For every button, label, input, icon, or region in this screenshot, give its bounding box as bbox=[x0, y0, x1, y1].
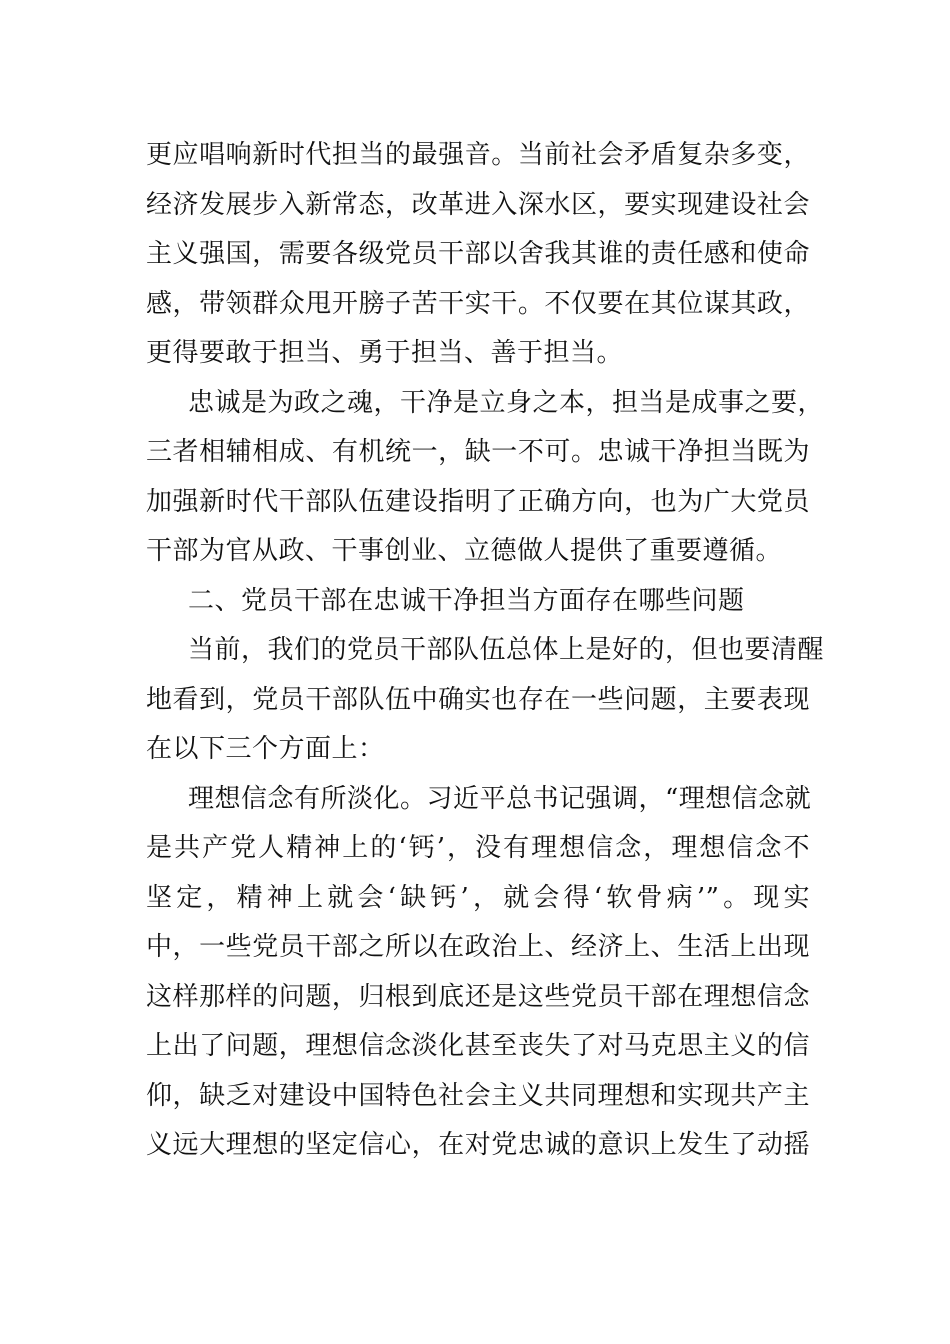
text-line: 坚定，精神上就会‘缺钙’，就会得‘软骨病’”。现实 bbox=[146, 882, 810, 913]
text-line: 是共产党人精神上的‘钙’，没有理想信念，理想信念不 bbox=[146, 833, 810, 863]
text-line: 经济发展步入新常态，改革进入深水区，要实现建设社会 bbox=[146, 189, 810, 220]
text-line: 上出了问题，理想信念淡化甚至丧失了对马克思主义的信 bbox=[146, 1031, 810, 1061]
section-heading: 二、党员干部在忠诚干净担当方面存在哪些问题 bbox=[188, 585, 745, 616]
text-line: 中，一些党员干部之所以在政治上、经济上、生活上出现 bbox=[146, 932, 810, 962]
text-line: 在以下三个方面上： bbox=[146, 734, 385, 764]
text-line: 主义强国，需要各级党员干部以舍我其谁的责任感和使命 bbox=[146, 239, 810, 269]
text-line: 这样那样的问题，归根到底还是这些党员干部在理想信念 bbox=[146, 981, 810, 1012]
text-line: 仰，缺乏对建设中国特色社会主义共同理想和实现共产主 bbox=[146, 1080, 810, 1111]
text-line: 加强新时代干部队伍建设指明了正确方向，也为广大党员 bbox=[146, 486, 810, 517]
paragraph-start-line: 忠诚是为政之魂，干净是立身之本，担当是成事之要， bbox=[188, 387, 825, 418]
text-line: 更应唱响新时代担当的最强音。当前社会矛盾复杂多变， bbox=[146, 140, 810, 170]
text-line: 更得要敢于担当、勇于担当、善于担当。 bbox=[146, 338, 624, 368]
text-line: 感，带领群众甩开膀子苦干实干。不仅要在其位谋其政， bbox=[146, 288, 810, 319]
body-text bbox=[146, 131, 825, 1171]
paragraph-start-line: 当前，我们的党员干部队伍总体上是好的，但也要清醒 bbox=[188, 635, 825, 665]
text-line: 地看到，党员干部队伍中确实也存在一些问题，主要表现 bbox=[146, 684, 810, 715]
text-line: 三者相辅相成、有机统一，缺一不可。忠诚干净担当既为 bbox=[146, 437, 810, 467]
paragraph-start-line: 理想信念有所淡化。习近平总书记强调，“理想信念就 bbox=[188, 783, 812, 814]
text-line: 义远大理想的坚定信心，在对党忠诚的意识上发生了动摇 bbox=[146, 1130, 810, 1160]
text-line: 干部为官从政、干事创业、立德做人提供了重要遵循。 bbox=[146, 536, 783, 566]
